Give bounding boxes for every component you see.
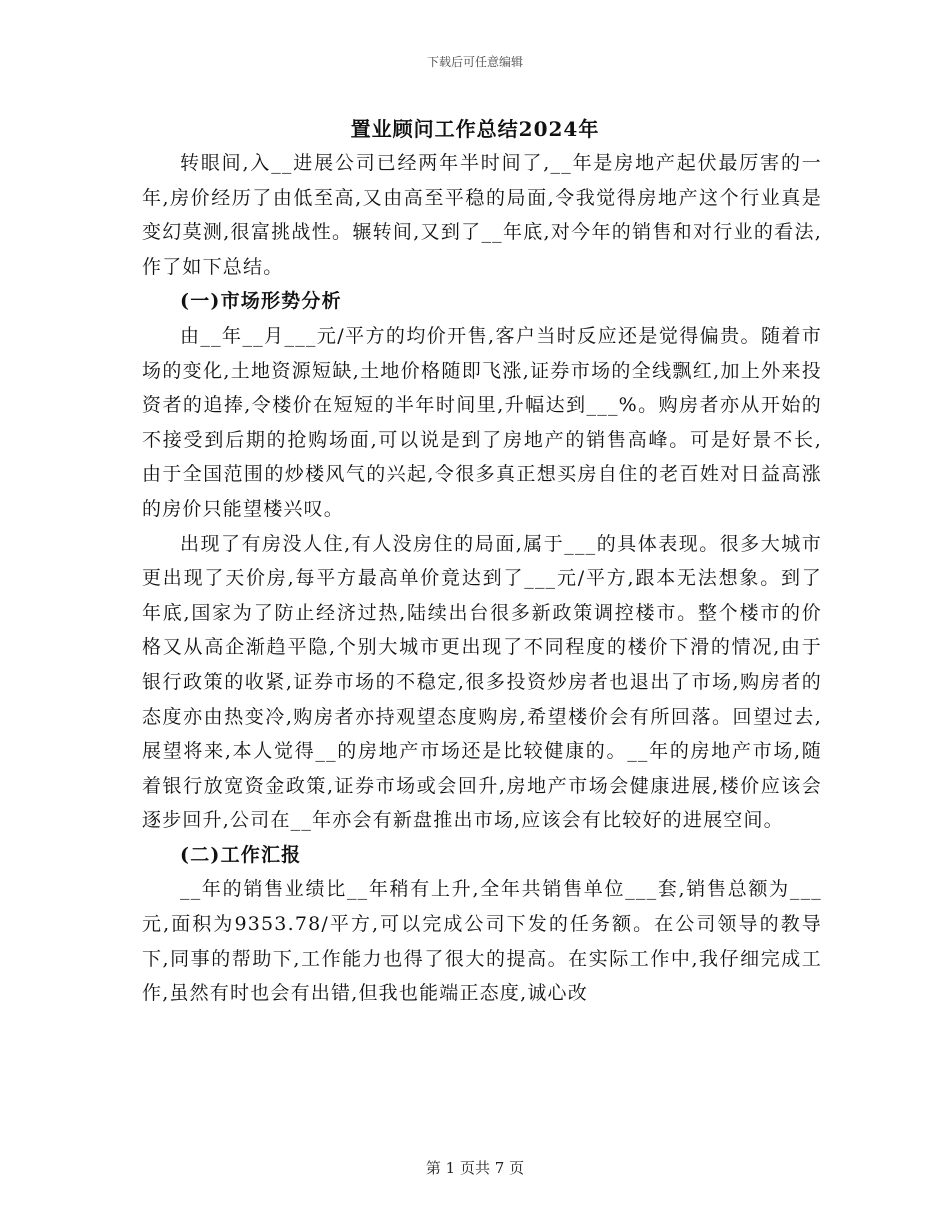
page-number: 第 1 页共 7 页 bbox=[425, 1159, 525, 1177]
intro-paragraph: 转眼间,入__进展公司已经两年半时间了,__年是房地产起伏最厉害的一年,房价经历了由低至高,又由高至平稳的局面,令我觉得房地产这个行业真是变幻莫测,很富挑战性。辗转间,又到了__年底,对今年的销售和对行业的看法,作了如下总结。 bbox=[142, 152, 822, 278]
work-report-paragraph-1: __年的销售业绩比__年稍有上升,全年共销售单位___套,销售总额为___元,面积为9353.78/平方,可以完成公司下发的任务额。在公司领导的教导下,同事的帮助下,工作能力也得了很大的提高。在实际工作中,我仔细完成工作,虽然有时也会有出错,但我也能端正态度,诚心改 bbox=[142, 878, 822, 1005]
document-title: 置业顾问工作总结2024年 bbox=[350, 117, 600, 141]
header-note: 下载后可任意编辑 bbox=[426, 55, 523, 69]
market-paragraph-1: 由__年__月___元/平方的均价开售,客户当时反应还是觉得偏贵。随着市场的变化,土地资源短缺,土地价格随即飞涨,证券市场的全线飘红,加上外来投资者的追捧,令楼价在短短的半年时间里,升幅达到___%。购房者亦从开始的不接受到后期的抢购场面,可以说是到了房地产的销售高峰。可是好景不长,由于全国范围的炒楼风气的兴起,令很多真正想买房自住的老百姓对日益高涨的房价只能望楼兴叹。 bbox=[142, 324, 822, 520]
section-heading-work-report: (二)工作汇报 bbox=[180, 843, 302, 866]
market-paragraph-2: 出现了有房没人住,有人没房住的局面,属于___的具体表现。很多大城市更出现了天价房,每平方最高单价竟达到了___元/平方,跟本无法想象。到了年底,国家为了防止经济过热,陆续出台很多新政策调控楼市。整个楼市的价格又从高企渐趋平隐,个别大城市更出现了不同程度的楼价下滑的情况,由于银行政策的收紧,证券市场的不稳定,很多投资炒房者也退出了市场,购房者的态度亦由热变冷,购房者亦持观望态度购房,希望楼价会有所回落。回望过去,展望将来,本人觉得__的房地产市场还是比较健康的。__年的房地产市场,随着银行放宽资金政策,证券市场或会回升,房地产市场会健康进展,楼价应该会逐步回升,公司在__年亦会有新盘推出市场,应该会有比较好的进展空间。 bbox=[142, 532, 822, 832]
document-body bbox=[142, 146, 822, 1011]
section-heading-market-analysis: (一)市场形势分析 bbox=[180, 290, 342, 313]
